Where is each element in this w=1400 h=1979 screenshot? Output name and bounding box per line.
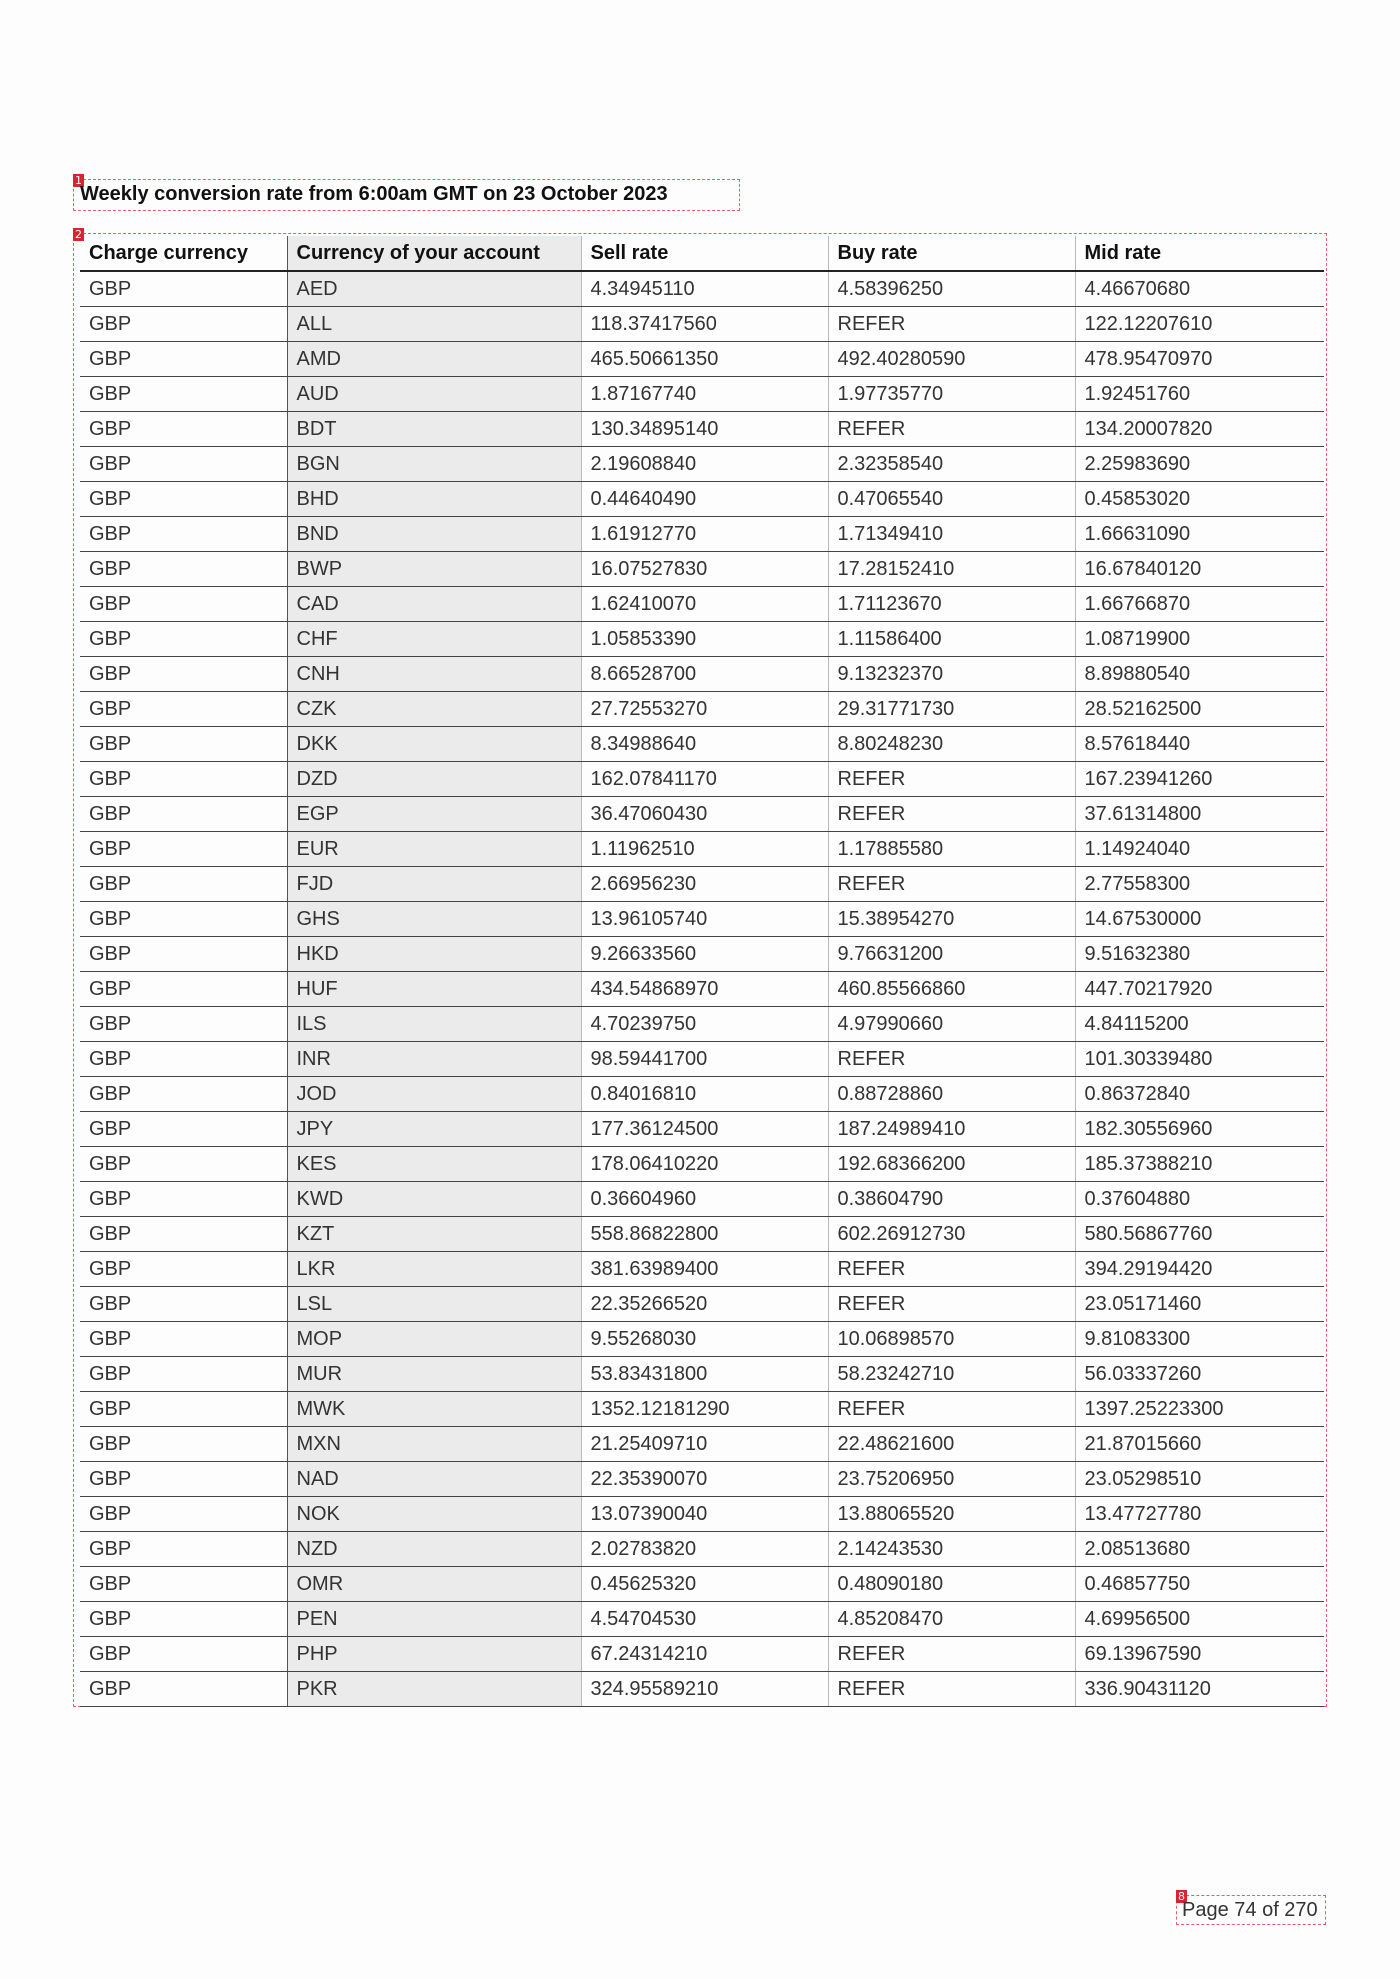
cell-buy-rate: 192.68366200 [828, 1147, 1075, 1182]
cell-mid-rate: 1.92451760 [1075, 377, 1324, 412]
cell-charge-currency: GBP [80, 972, 287, 1007]
cell-buy-rate: 23.75206950 [828, 1462, 1075, 1497]
cell-mid-rate: 2.08513680 [1075, 1532, 1324, 1567]
cell-account-currency: BWP [287, 552, 581, 587]
cell-account-currency: CHF [287, 622, 581, 657]
cell-account-currency: MUR [287, 1357, 581, 1392]
header-sell-rate: Sell rate [581, 236, 828, 271]
cell-charge-currency: GBP [80, 902, 287, 937]
cell-account-currency: CZK [287, 692, 581, 727]
cell-charge-currency: GBP [80, 1322, 287, 1357]
table-row [80, 1252, 1324, 1287]
cell-buy-rate: REFER [828, 797, 1075, 832]
cell-charge-currency: GBP [80, 832, 287, 867]
cell-charge-currency: GBP [80, 1287, 287, 1322]
cell-mid-rate: 14.67530000 [1075, 902, 1324, 937]
table-row [80, 1392, 1324, 1427]
cell-mid-rate: 0.37604880 [1075, 1182, 1324, 1217]
cell-sell-rate: 177.36124500 [581, 1112, 828, 1147]
cell-sell-rate: 434.54868970 [581, 972, 828, 1007]
cell-buy-rate: 8.80248230 [828, 727, 1075, 762]
cell-mid-rate: 0.46857750 [1075, 1567, 1324, 1602]
cell-buy-rate: 22.48621600 [828, 1427, 1075, 1462]
table-row [80, 1112, 1324, 1147]
cell-mid-rate: 134.20007820 [1075, 412, 1324, 447]
table-row [80, 1637, 1324, 1672]
cell-account-currency: NAD [287, 1462, 581, 1497]
cell-account-currency: KWD [287, 1182, 581, 1217]
cell-buy-rate: 15.38954270 [828, 902, 1075, 937]
cell-buy-rate: 9.13232370 [828, 657, 1075, 692]
cell-buy-rate: 29.31771730 [828, 692, 1075, 727]
table-row [80, 1147, 1324, 1182]
cell-charge-currency: GBP [80, 937, 287, 972]
cell-mid-rate: 23.05298510 [1075, 1462, 1324, 1497]
table-row [80, 377, 1324, 412]
cell-mid-rate: 580.56867760 [1075, 1217, 1324, 1252]
cell-sell-rate: 1.61912770 [581, 517, 828, 552]
cell-mid-rate: 69.13967590 [1075, 1637, 1324, 1672]
cell-sell-rate: 2.02783820 [581, 1532, 828, 1567]
cell-buy-rate: 492.40280590 [828, 342, 1075, 377]
table-row [80, 972, 1324, 1007]
table-row [80, 1182, 1324, 1217]
cell-buy-rate: 10.06898570 [828, 1322, 1075, 1357]
cell-mid-rate: 13.47727780 [1075, 1497, 1324, 1532]
cell-mid-rate: 1.66631090 [1075, 517, 1324, 552]
cell-sell-rate: 0.36604960 [581, 1182, 828, 1217]
cell-mid-rate: 336.90431120 [1075, 1672, 1324, 1707]
cell-mid-rate: 394.29194420 [1075, 1252, 1324, 1287]
cell-buy-rate: 0.48090180 [828, 1567, 1075, 1602]
cell-mid-rate: 16.67840120 [1075, 552, 1324, 587]
cell-account-currency: HKD [287, 937, 581, 972]
table-row [80, 867, 1324, 902]
table-row [80, 937, 1324, 972]
cell-buy-rate: REFER [828, 1042, 1075, 1077]
cell-sell-rate: 118.37417560 [581, 307, 828, 342]
cell-charge-currency: GBP [80, 1392, 287, 1427]
cell-buy-rate: 2.32358540 [828, 447, 1075, 482]
cell-buy-rate: REFER [828, 412, 1075, 447]
cell-account-currency: NOK [287, 1497, 581, 1532]
cell-account-currency: DZD [287, 762, 581, 797]
cell-mid-rate: 1.66766870 [1075, 587, 1324, 622]
cell-account-currency: MOP [287, 1322, 581, 1357]
cell-sell-rate: 21.25409710 [581, 1427, 828, 1462]
table-row [80, 1042, 1324, 1077]
cell-sell-rate: 13.96105740 [581, 902, 828, 937]
cell-buy-rate: 1.71349410 [828, 517, 1075, 552]
cell-mid-rate: 2.25983690 [1075, 447, 1324, 482]
cell-sell-rate: 8.66528700 [581, 657, 828, 692]
cell-account-currency: ILS [287, 1007, 581, 1042]
cell-buy-rate: 4.85208470 [828, 1602, 1075, 1637]
header-mid-rate: Mid rate [1075, 236, 1324, 271]
cell-sell-rate: 465.50661350 [581, 342, 828, 377]
header-charge-currency: Charge currency [80, 236, 287, 271]
cell-mid-rate: 9.81083300 [1075, 1322, 1324, 1357]
cell-charge-currency: GBP [80, 1077, 287, 1112]
cell-account-currency: DKK [287, 727, 581, 762]
cell-account-currency: NZD [287, 1532, 581, 1567]
cell-sell-rate: 8.34988640 [581, 727, 828, 762]
cell-charge-currency: GBP [80, 377, 287, 412]
table-row [80, 412, 1324, 447]
cell-charge-currency: GBP [80, 1252, 287, 1287]
cell-account-currency: PEN [287, 1602, 581, 1637]
cell-account-currency: BHD [287, 482, 581, 517]
cell-charge-currency: GBP [80, 622, 287, 657]
cell-charge-currency: GBP [80, 517, 287, 552]
cell-buy-rate: REFER [828, 1672, 1075, 1707]
table-row [80, 342, 1324, 377]
table-row [80, 1287, 1324, 1322]
cell-account-currency: EGP [287, 797, 581, 832]
cell-sell-rate: 27.72553270 [581, 692, 828, 727]
cell-buy-rate: 4.58396250 [828, 271, 1075, 307]
cell-account-currency: MWK [287, 1392, 581, 1427]
cell-account-currency: GHS [287, 902, 581, 937]
cell-sell-rate: 1.05853390 [581, 622, 828, 657]
cell-sell-rate: 53.83431800 [581, 1357, 828, 1392]
cell-buy-rate: 0.47065540 [828, 482, 1075, 517]
cell-sell-rate: 16.07527830 [581, 552, 828, 587]
table-row [80, 657, 1324, 692]
cell-buy-rate: 187.24989410 [828, 1112, 1075, 1147]
cell-sell-rate: 9.26633560 [581, 937, 828, 972]
header-account-currency: Currency of your account [287, 236, 581, 271]
cell-account-currency: KES [287, 1147, 581, 1182]
cell-sell-rate: 4.34945110 [581, 271, 828, 307]
table-row [80, 1462, 1324, 1497]
cell-sell-rate: 67.24314210 [581, 1637, 828, 1672]
cell-account-currency: FJD [287, 867, 581, 902]
cell-mid-rate: 1.14924040 [1075, 832, 1324, 867]
cell-mid-rate: 0.86372840 [1075, 1077, 1324, 1112]
cell-buy-rate: 0.38604790 [828, 1182, 1075, 1217]
cell-mid-rate: 21.87015660 [1075, 1427, 1324, 1462]
cell-mid-rate: 1.08719900 [1075, 622, 1324, 657]
cell-charge-currency: GBP [80, 552, 287, 587]
cell-charge-currency: GBP [80, 1672, 287, 1707]
cell-charge-currency: GBP [80, 1532, 287, 1567]
cell-account-currency: HUF [287, 972, 581, 1007]
cell-mid-rate: 2.77558300 [1075, 867, 1324, 902]
cell-account-currency: AMD [287, 342, 581, 377]
cell-account-currency: PKR [287, 1672, 581, 1707]
cell-sell-rate: 2.19608840 [581, 447, 828, 482]
cell-account-currency: KZT [287, 1217, 581, 1252]
cell-charge-currency: GBP [80, 1007, 287, 1042]
cell-account-currency: BDT [287, 412, 581, 447]
cell-sell-rate: 0.45625320 [581, 1567, 828, 1602]
table-row [80, 1007, 1324, 1042]
table-row [80, 832, 1324, 867]
cell-charge-currency: GBP [80, 447, 287, 482]
cell-charge-currency: GBP [80, 412, 287, 447]
cell-buy-rate: 1.17885580 [828, 832, 1075, 867]
cell-sell-rate: 4.54704530 [581, 1602, 828, 1637]
cell-buy-rate: 9.76631200 [828, 937, 1075, 972]
cell-buy-rate: REFER [828, 1287, 1075, 1322]
cell-charge-currency: GBP [80, 1602, 287, 1637]
cell-buy-rate: REFER [828, 307, 1075, 342]
cell-account-currency: LKR [287, 1252, 581, 1287]
table-row [80, 587, 1324, 622]
cell-buy-rate: 17.28152410 [828, 552, 1075, 587]
cell-account-currency: JOD [287, 1077, 581, 1112]
cell-account-currency: PHP [287, 1637, 581, 1672]
table-row [80, 902, 1324, 937]
cell-mid-rate: 8.57618440 [1075, 727, 1324, 762]
cell-account-currency: LSL [287, 1287, 581, 1322]
cell-account-currency: OMR [287, 1567, 581, 1602]
table-row [80, 1077, 1324, 1112]
table-body [80, 271, 1324, 1707]
cell-mid-rate: 478.95470970 [1075, 342, 1324, 377]
cell-mid-rate: 28.52162500 [1075, 692, 1324, 727]
table-row [80, 1427, 1324, 1462]
cell-mid-rate: 9.51632380 [1075, 937, 1324, 972]
cell-sell-rate: 2.66956230 [581, 867, 828, 902]
cell-buy-rate: REFER [828, 867, 1075, 902]
table-row [80, 622, 1324, 657]
table-row [80, 447, 1324, 482]
header-buy-rate: Buy rate [828, 236, 1075, 271]
table-row [80, 797, 1324, 832]
cell-charge-currency: GBP [80, 1182, 287, 1217]
cell-mid-rate: 23.05171460 [1075, 1287, 1324, 1322]
cell-charge-currency: GBP [80, 1637, 287, 1672]
cell-account-currency: JPY [287, 1112, 581, 1147]
cell-mid-rate: 1397.25223300 [1075, 1392, 1324, 1427]
cell-buy-rate: REFER [828, 1392, 1075, 1427]
cell-account-currency: BND [287, 517, 581, 552]
table-row [80, 1497, 1324, 1532]
table-row [80, 517, 1324, 552]
cell-charge-currency: GBP [80, 657, 287, 692]
cell-account-currency: ALL [287, 307, 581, 342]
cell-sell-rate: 381.63989400 [581, 1252, 828, 1287]
table-row [80, 482, 1324, 517]
cell-charge-currency: GBP [80, 1217, 287, 1252]
cell-sell-rate: 130.34895140 [581, 412, 828, 447]
table-row [80, 552, 1324, 587]
cell-buy-rate: 4.97990660 [828, 1007, 1075, 1042]
cell-sell-rate: 0.84016810 [581, 1077, 828, 1112]
cell-mid-rate: 4.69956500 [1075, 1602, 1324, 1637]
cell-sell-rate: 324.95589210 [581, 1672, 828, 1707]
table-row [80, 1217, 1324, 1252]
cell-buy-rate: 2.14243530 [828, 1532, 1075, 1567]
cell-charge-currency: GBP [80, 692, 287, 727]
cell-charge-currency: GBP [80, 271, 287, 307]
cell-charge-currency: GBP [80, 1112, 287, 1147]
cell-mid-rate: 56.03337260 [1075, 1357, 1324, 1392]
cell-charge-currency: GBP [80, 797, 287, 832]
cell-charge-currency: GBP [80, 1147, 287, 1182]
conversion-rate-table [80, 236, 1324, 1707]
cell-mid-rate: 101.30339480 [1075, 1042, 1324, 1077]
table-annotation-tag: 2 [75, 228, 82, 241]
cell-account-currency: BGN [287, 447, 581, 482]
cell-mid-rate: 4.46670680 [1075, 271, 1324, 307]
cell-charge-currency: GBP [80, 1042, 287, 1077]
cell-sell-rate: 0.44640490 [581, 482, 828, 517]
cell-buy-rate: 1.11586400 [828, 622, 1075, 657]
cell-buy-rate: 58.23242710 [828, 1357, 1075, 1392]
cell-mid-rate: 0.45853020 [1075, 482, 1324, 517]
table-row [80, 1357, 1324, 1392]
cell-charge-currency: GBP [80, 1357, 287, 1392]
cell-charge-currency: GBP [80, 1497, 287, 1532]
cell-buy-rate: 0.88728860 [828, 1077, 1075, 1112]
cell-account-currency: AUD [287, 377, 581, 412]
cell-buy-rate: 1.71123670 [828, 587, 1075, 622]
cell-account-currency: INR [287, 1042, 581, 1077]
cell-sell-rate: 162.07841170 [581, 762, 828, 797]
page-number: Page 74 of 270 [1182, 1899, 1318, 1921]
cell-buy-rate: 1.97735770 [828, 377, 1075, 412]
cell-charge-currency: GBP [80, 587, 287, 622]
cell-sell-rate: 98.59441700 [581, 1042, 828, 1077]
title-annotation-tag: 1 [75, 174, 82, 187]
cell-sell-rate: 9.55268030 [581, 1322, 828, 1357]
cell-mid-rate: 167.23941260 [1075, 762, 1324, 797]
cell-mid-rate: 8.89880540 [1075, 657, 1324, 692]
cell-mid-rate: 182.30556960 [1075, 1112, 1324, 1147]
cell-account-currency: CNH [287, 657, 581, 692]
cell-sell-rate: 1.87167740 [581, 377, 828, 412]
table-row [80, 1567, 1324, 1602]
cell-buy-rate: 460.85566860 [828, 972, 1075, 1007]
cell-sell-rate: 1.62410070 [581, 587, 828, 622]
cell-sell-rate: 1352.12181290 [581, 1392, 828, 1427]
table-header-row [80, 236, 1324, 271]
table-row [80, 1322, 1324, 1357]
cell-buy-rate: REFER [828, 762, 1075, 797]
table-row [80, 1602, 1324, 1637]
cell-buy-rate: 602.26912730 [828, 1217, 1075, 1252]
cell-charge-currency: GBP [80, 1567, 287, 1602]
cell-charge-currency: GBP [80, 762, 287, 797]
cell-charge-currency: GBP [80, 867, 287, 902]
cell-sell-rate: 22.35390070 [581, 1462, 828, 1497]
table-row [80, 1672, 1324, 1707]
cell-sell-rate: 4.70239750 [581, 1007, 828, 1042]
cell-charge-currency: GBP [80, 1462, 287, 1497]
cell-charge-currency: GBP [80, 1427, 287, 1462]
cell-account-currency: CAD [287, 587, 581, 622]
cell-account-currency: MXN [287, 1427, 581, 1462]
table-row [80, 727, 1324, 762]
cell-charge-currency: GBP [80, 307, 287, 342]
cell-account-currency: AED [287, 271, 581, 307]
cell-sell-rate: 36.47060430 [581, 797, 828, 832]
cell-charge-currency: GBP [80, 727, 287, 762]
cell-mid-rate: 447.70217920 [1075, 972, 1324, 1007]
cell-mid-rate: 122.12207610 [1075, 307, 1324, 342]
table-row [80, 692, 1324, 727]
cell-account-currency: EUR [287, 832, 581, 867]
table-row [80, 1532, 1324, 1567]
cell-sell-rate: 22.35266520 [581, 1287, 828, 1322]
table-row [80, 271, 1324, 307]
cell-mid-rate: 37.61314800 [1075, 797, 1324, 832]
cell-mid-rate: 4.84115200 [1075, 1007, 1324, 1042]
page-number-annotation-tag: 8 [1178, 1890, 1185, 1903]
table-row [80, 762, 1324, 797]
cell-charge-currency: GBP [80, 482, 287, 517]
cell-mid-rate: 185.37388210 [1075, 1147, 1324, 1182]
cell-sell-rate: 13.07390040 [581, 1497, 828, 1532]
cell-buy-rate: 13.88065520 [828, 1497, 1075, 1532]
cell-charge-currency: GBP [80, 342, 287, 377]
cell-sell-rate: 558.86822800 [581, 1217, 828, 1252]
cell-buy-rate: REFER [828, 1637, 1075, 1672]
cell-sell-rate: 1.11962510 [581, 832, 828, 867]
page-title: Weekly conversion rate from 6:00am GMT on 23 October 2023 [80, 183, 668, 205]
cell-buy-rate: REFER [828, 1252, 1075, 1287]
table-row [80, 307, 1324, 342]
cell-sell-rate: 178.06410220 [581, 1147, 828, 1182]
